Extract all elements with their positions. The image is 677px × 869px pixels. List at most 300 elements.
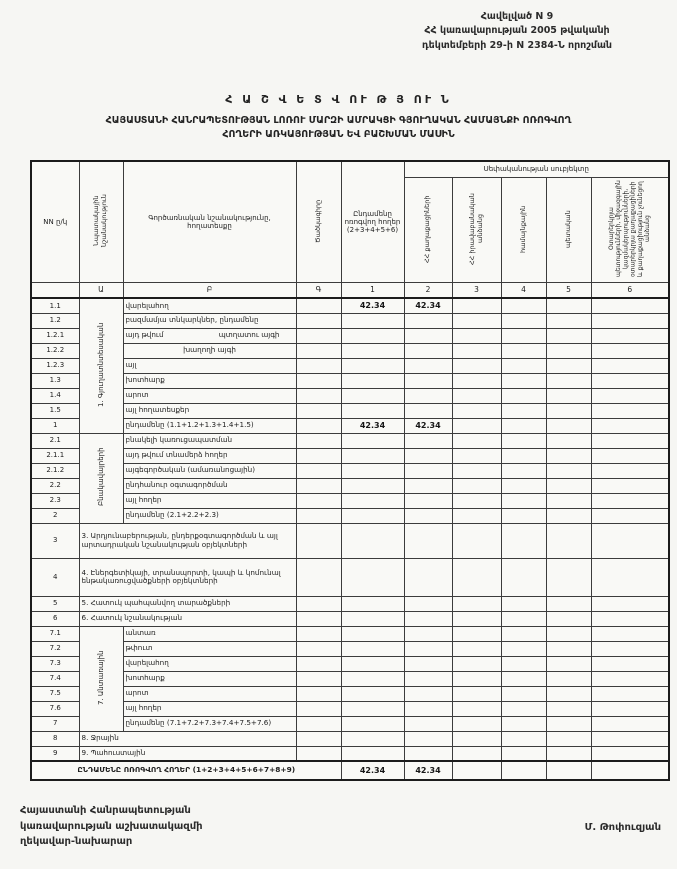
row-number-cell: 1 (31, 418, 79, 433)
value-cell (591, 448, 669, 463)
code-cell (296, 373, 341, 388)
table-row (31, 656, 669, 671)
row-number-cell: 2.1 (31, 433, 79, 448)
row-number-cell: 7.5 (31, 686, 79, 701)
land-type-cell: բազմամյա տնկարկներ, ընդամենը (123, 313, 296, 328)
value-cell (341, 388, 404, 403)
land-category-cell: 8. Ջրային (79, 731, 296, 746)
value-cell (452, 478, 501, 493)
value-cell (452, 313, 501, 328)
value-cell (404, 403, 452, 418)
code-cell (296, 403, 341, 418)
value-cell (452, 641, 501, 656)
table-row (31, 641, 669, 656)
land-report-table (30, 160, 670, 781)
value-cell (341, 641, 404, 656)
value-cell (341, 611, 404, 626)
code-cell (296, 418, 341, 433)
value-cell (452, 403, 501, 418)
value-cell (546, 373, 591, 388)
table-row (31, 388, 669, 403)
value-cell (404, 716, 452, 731)
value-cell (546, 493, 591, 508)
land-type-cell: խոտհարք (123, 671, 296, 686)
value-cell (404, 686, 452, 701)
row-number-cell: 1.2.1 (31, 328, 79, 343)
value-cell (341, 358, 404, 373)
value-cell (452, 388, 501, 403)
header-owner-foreign: Օտարերկրյա պետությունների, միջազգային կազմակերպությունների, օտարերկրյա քաղաքացիների և քաղաքացիություն չունեցող անձանց (591, 178, 669, 283)
value-cell (501, 298, 546, 313)
value-citizens: 42.34 (404, 761, 452, 780)
table-row (31, 701, 669, 716)
value-total: 42.34 (341, 298, 404, 313)
value-cell (341, 478, 404, 493)
value-cell (546, 478, 591, 493)
value-cell (452, 523, 501, 558)
code-cell (296, 596, 341, 611)
header-owner-legal-entities: ՀՀ իրավաբանական անձանց (452, 178, 501, 283)
value-cell (591, 641, 669, 656)
value-cell (341, 686, 404, 701)
value-cell (452, 418, 501, 433)
value-cell (501, 701, 546, 716)
land-category-cell: 4. Էներգետիկայի, տրանսպորտի, կապի և կոմունալ ենթակառուցվածքների օբյեկտների (79, 558, 296, 596)
header-owner-state: պետական (546, 178, 591, 283)
value-cell (546, 761, 591, 780)
value-cell (546, 388, 591, 403)
value-cell (546, 358, 591, 373)
index-cell: 2 (404, 283, 452, 299)
value-cell (546, 686, 591, 701)
value-cell (341, 746, 404, 761)
code-cell (296, 558, 341, 596)
value-cell (501, 418, 546, 433)
value-cell (501, 611, 546, 626)
header-purpose: Նպատակային նշանակություն (79, 161, 123, 283)
row-number-cell: 4 (31, 558, 79, 596)
value-cell (546, 418, 591, 433)
table-row (31, 313, 669, 328)
table-row (31, 448, 669, 463)
code-cell (296, 433, 341, 448)
land-type-cell: այգեգործական (ամառանոցային) (123, 463, 296, 478)
row-number-cell: 1.2.3 (31, 358, 79, 373)
value-cell (452, 558, 501, 596)
row-number-cell: 2.1.2 (31, 463, 79, 478)
value-cell (452, 746, 501, 761)
land-type-cell: խաղողի այգի (123, 343, 296, 358)
value-cell (404, 463, 452, 478)
value-cell (501, 686, 546, 701)
value-cell (591, 508, 669, 523)
row-number-cell: 7.2 (31, 641, 79, 656)
including-label: այդ թվում (125, 330, 164, 340)
value-cell (591, 731, 669, 746)
value-cell (591, 358, 669, 373)
value-cell (591, 746, 669, 761)
land-category-cell: 9. Պահուստային (79, 746, 296, 761)
value-cell (591, 343, 669, 358)
value-cell (404, 388, 452, 403)
land-type-cell: թփուտ (123, 641, 296, 656)
value-cell (404, 478, 452, 493)
value-cell (591, 298, 669, 313)
report-title-block (0, 93, 677, 143)
code-cell (296, 656, 341, 671)
code-cell (296, 641, 341, 656)
code-cell (296, 508, 341, 523)
land-type-cell: խոտհարք (123, 373, 296, 388)
value-cell (341, 403, 404, 418)
table-row (31, 358, 669, 373)
value-cell (341, 626, 404, 641)
index-cell: Գ (296, 283, 341, 299)
value-cell (404, 611, 452, 626)
value-cell (452, 343, 501, 358)
value-cell (452, 298, 501, 313)
value-cell (591, 433, 669, 448)
value-cell (591, 701, 669, 716)
value-cell (501, 641, 546, 656)
value-cell (501, 761, 546, 780)
code-cell (296, 463, 341, 478)
land-type-cell: վարելահող (123, 298, 296, 313)
value-cell (341, 656, 404, 671)
code-cell (296, 731, 341, 746)
value-cell (404, 641, 452, 656)
section-label-settlements: Բնակավայրերի (79, 433, 123, 523)
value-cell (452, 448, 501, 463)
value-cell (501, 671, 546, 686)
signatory-title (20, 803, 203, 850)
value-cell (546, 746, 591, 761)
land-type-cell: արոտ (123, 388, 296, 403)
value-total: 42.34 (341, 761, 404, 780)
value-cell (546, 433, 591, 448)
value-cell (341, 373, 404, 388)
land-type-cell: ընդամենը (2.1+2.2+2.3) (123, 508, 296, 523)
value-cell (452, 328, 501, 343)
table-row (31, 373, 669, 388)
land-category-cell: 5. Հատուկ պահպանվող տարածքների (79, 596, 296, 611)
row-number-cell: 1.2 (31, 313, 79, 328)
value-cell (591, 596, 669, 611)
land-category-cell: 6. Հատուկ նշանակության (79, 611, 296, 626)
value-cell (501, 731, 546, 746)
report-word: Հ Ա Շ Վ Ե Տ Վ ՈՒ Թ Յ ՈՒ Ն (225, 93, 452, 106)
value-cell (501, 558, 546, 596)
value-cell (591, 611, 669, 626)
value-cell (546, 716, 591, 731)
value-cell (404, 596, 452, 611)
land-type-cell: ընդամենը (7.1+7.2+7.3+7.4+7.5+7.6) (123, 716, 296, 731)
value-cell (452, 671, 501, 686)
table-row (31, 611, 669, 626)
table-row-grand-total (31, 761, 669, 780)
value-cell (404, 746, 452, 761)
index-cell: 6 (591, 283, 669, 299)
value-cell (452, 596, 501, 611)
value-cell (452, 358, 501, 373)
value-cell (501, 596, 546, 611)
value-cell (452, 373, 501, 388)
value-cell (341, 671, 404, 686)
row-number-cell: 1.5 (31, 403, 79, 418)
value-cell (591, 761, 669, 780)
code-cell (296, 343, 341, 358)
value-cell (341, 716, 404, 731)
row-number-cell: 1.2.2 (31, 343, 79, 358)
code-cell (296, 686, 341, 701)
code-cell (296, 611, 341, 626)
signature-name: Մ. Թոփուզյան (584, 822, 661, 833)
value-cell (452, 656, 501, 671)
report-title (0, 114, 677, 143)
value-cell (591, 313, 669, 328)
value-cell (546, 343, 591, 358)
land-type-cell: ընդամենը (1.1+1.2+1.3+1.4+1.5) (123, 418, 296, 433)
value-cell (404, 671, 452, 686)
value-cell (404, 731, 452, 746)
value-cell (501, 433, 546, 448)
value-cell (591, 418, 669, 433)
value-cell (404, 343, 452, 358)
value-cell (452, 626, 501, 641)
table-row (31, 478, 669, 493)
signatory-line-2: կառավարության աշխատակազմի (20, 820, 203, 832)
index-cell: Ա (79, 283, 123, 299)
row-number-cell: 7.4 (31, 671, 79, 686)
header-functional: Գործառնական նշանակությունը, հողատեսքը (123, 161, 296, 283)
value-cell (404, 701, 452, 716)
code-cell (296, 313, 341, 328)
land-type-cell: վարելահող (123, 656, 296, 671)
row-number-cell: 3 (31, 523, 79, 558)
value-cell (591, 493, 669, 508)
table-row (31, 328, 669, 343)
row-number-cell: 7 (31, 716, 79, 731)
value-cell (546, 558, 591, 596)
value-cell (341, 558, 404, 596)
value-cell (591, 626, 669, 641)
row-number-cell: 9 (31, 746, 79, 761)
value-cell (341, 523, 404, 558)
value-cell (452, 686, 501, 701)
table-row (31, 403, 669, 418)
header-code: Ծածկագիրը (296, 161, 341, 283)
value-cell (501, 463, 546, 478)
value-cell (341, 328, 404, 343)
value-cell (452, 731, 501, 746)
code-cell (296, 388, 341, 403)
value-cell (404, 523, 452, 558)
value-cell (452, 611, 501, 626)
value-cell (546, 596, 591, 611)
row-number-cell: 6 (31, 611, 79, 626)
value-cell (546, 313, 591, 328)
row-number-cell: 5 (31, 596, 79, 611)
index-cell: 4 (501, 283, 546, 299)
value-cell (404, 656, 452, 671)
value-cell (404, 328, 452, 343)
value-cell (546, 626, 591, 641)
value-cell (546, 508, 591, 523)
table-row (31, 558, 669, 596)
value-cell (404, 373, 452, 388)
value-cell (341, 313, 404, 328)
value-cell (404, 358, 452, 373)
table-row (31, 596, 669, 611)
value-cell (452, 761, 501, 780)
value-cell (341, 463, 404, 478)
code-cell (296, 328, 341, 343)
code-cell (296, 358, 341, 373)
value-cell (546, 611, 591, 626)
row-number-cell: 8 (31, 731, 79, 746)
footer (20, 803, 661, 850)
value-total: 42.34 (341, 418, 404, 433)
value-cell (404, 558, 452, 596)
land-type-cell: արոտ (123, 686, 296, 701)
row-number-cell: 7.1 (31, 626, 79, 641)
value-cell (452, 463, 501, 478)
value-cell (501, 478, 546, 493)
row-number-cell: 1.4 (31, 388, 79, 403)
value-cell (501, 626, 546, 641)
section-label-forest: 7. Անտառային (79, 626, 123, 731)
table-row (31, 493, 669, 508)
header-nn: NN ը/կ (31, 161, 79, 283)
value-cell (341, 596, 404, 611)
value-cell (501, 448, 546, 463)
land-category-cell: 3. Արդյունաբերության, ընդերքօգտագործման և այլ արտադրական նշանակության օբյեկտների (79, 523, 296, 558)
header-owner-citizens: ՀՀ քաղաքացիների (404, 178, 452, 283)
value-cell (452, 508, 501, 523)
land-type-cell: այլ հողատեսքեր (123, 403, 296, 418)
table-row-subtotal (31, 418, 669, 433)
annex-line-3: դեկտեմբերի 29-ի N 2384-Ն որոշման (421, 39, 613, 51)
value-cell (501, 746, 546, 761)
value-cell (341, 433, 404, 448)
land-type-cell: այլ հողեր (123, 701, 296, 716)
table-row (31, 671, 669, 686)
value-cell (501, 313, 546, 328)
land-type-cell: այլ հողեր (123, 493, 296, 508)
value-cell (546, 403, 591, 418)
code-cell (296, 626, 341, 641)
value-cell (501, 403, 546, 418)
annex-line-1: Հավելված N 9 (480, 11, 554, 22)
value-cell (591, 388, 669, 403)
annex-note (367, 10, 667, 53)
value-cell (591, 523, 669, 558)
table-row (31, 433, 669, 448)
report-title-line-1: ՀԱՅԱՍՏԱՆԻ ՀԱՆՐԱՊԵՏՈՒԹՅԱՆ ԼՈՌՈՒ ՄԱՐԶԻ ԱՄՐԱԿՑԻ ԳՅՈՒՂԱԿԱՆ ՀԱՄԱՅՆՔԻ ՈՌՈԳՎՈՂ (105, 115, 572, 126)
value-cell (546, 523, 591, 558)
table-row (31, 686, 669, 701)
value-cell (501, 493, 546, 508)
value-cell (546, 298, 591, 313)
value-cell (546, 448, 591, 463)
land-type-cell (123, 328, 296, 343)
value-cell (546, 656, 591, 671)
value-cell (452, 433, 501, 448)
value-cell (341, 343, 404, 358)
table-row (31, 731, 669, 746)
row-number-cell: 7.3 (31, 656, 79, 671)
annex-line-2: ՀՀ կառավարության 2005 թվականի (424, 25, 610, 37)
value-cell (546, 641, 591, 656)
value-cell (501, 373, 546, 388)
value-cell (501, 388, 546, 403)
value-cell (341, 493, 404, 508)
value-cell (501, 358, 546, 373)
header-total-irrigated: Ընդամենը ոռոգվող հողեր (2+3+4+5+6) (341, 161, 404, 283)
index-cell: 3 (452, 283, 501, 299)
value-cell (501, 716, 546, 731)
value-cell (404, 626, 452, 641)
table-row (31, 343, 669, 358)
value-cell (404, 433, 452, 448)
value-cell (341, 508, 404, 523)
table-row-subtotal (31, 508, 669, 523)
table-row (31, 298, 669, 313)
code-cell (296, 671, 341, 686)
value-cell (546, 731, 591, 746)
signatory-line-1: Հայաստանի Հանրապետության (20, 805, 191, 816)
index-cell: Բ (123, 283, 296, 299)
land-type-cell: բնակելի կառուցապատման (123, 433, 296, 448)
land-type-cell: այդ թվում տնամերձ հողեր (123, 448, 296, 463)
row-number-cell: 1.3 (31, 373, 79, 388)
value-cell (404, 313, 452, 328)
table-row (31, 746, 669, 761)
row-number-cell: 2.2 (31, 478, 79, 493)
code-cell (296, 746, 341, 761)
header-owner-community: համայնքային (501, 178, 546, 283)
table-row (31, 626, 669, 641)
row-number-cell: 2.3 (31, 493, 79, 508)
value-cell (546, 671, 591, 686)
value-cell (404, 508, 452, 523)
code-cell (296, 523, 341, 558)
code-cell (296, 298, 341, 313)
value-cell (591, 373, 669, 388)
signatory-line-3: ղեկավար-նախարար (20, 836, 133, 847)
row-number-cell: 7.6 (31, 701, 79, 716)
value-citizens: 42.34 (404, 418, 452, 433)
report-title-line-2: ՀՈՂԵՐԻ ԱՌԿԱՅՈՒԹՅԱՆ ԵՎ ԲԱՇԽՄԱՆ ՄԱՍԻՆ (222, 129, 455, 141)
index-cell (31, 283, 79, 299)
code-cell (296, 701, 341, 716)
land-type-cell: անտառ (123, 626, 296, 641)
value-cell (501, 343, 546, 358)
value-cell (546, 328, 591, 343)
index-cell: 1 (341, 283, 404, 299)
value-cell (591, 671, 669, 686)
value-cell (591, 716, 669, 731)
value-cell (341, 701, 404, 716)
code-cell (296, 478, 341, 493)
value-cell (501, 523, 546, 558)
value-cell (501, 656, 546, 671)
table-row-subtotal (31, 716, 669, 731)
value-cell (341, 731, 404, 746)
table-row (31, 523, 669, 558)
value-cell (546, 463, 591, 478)
value-cell (546, 701, 591, 716)
